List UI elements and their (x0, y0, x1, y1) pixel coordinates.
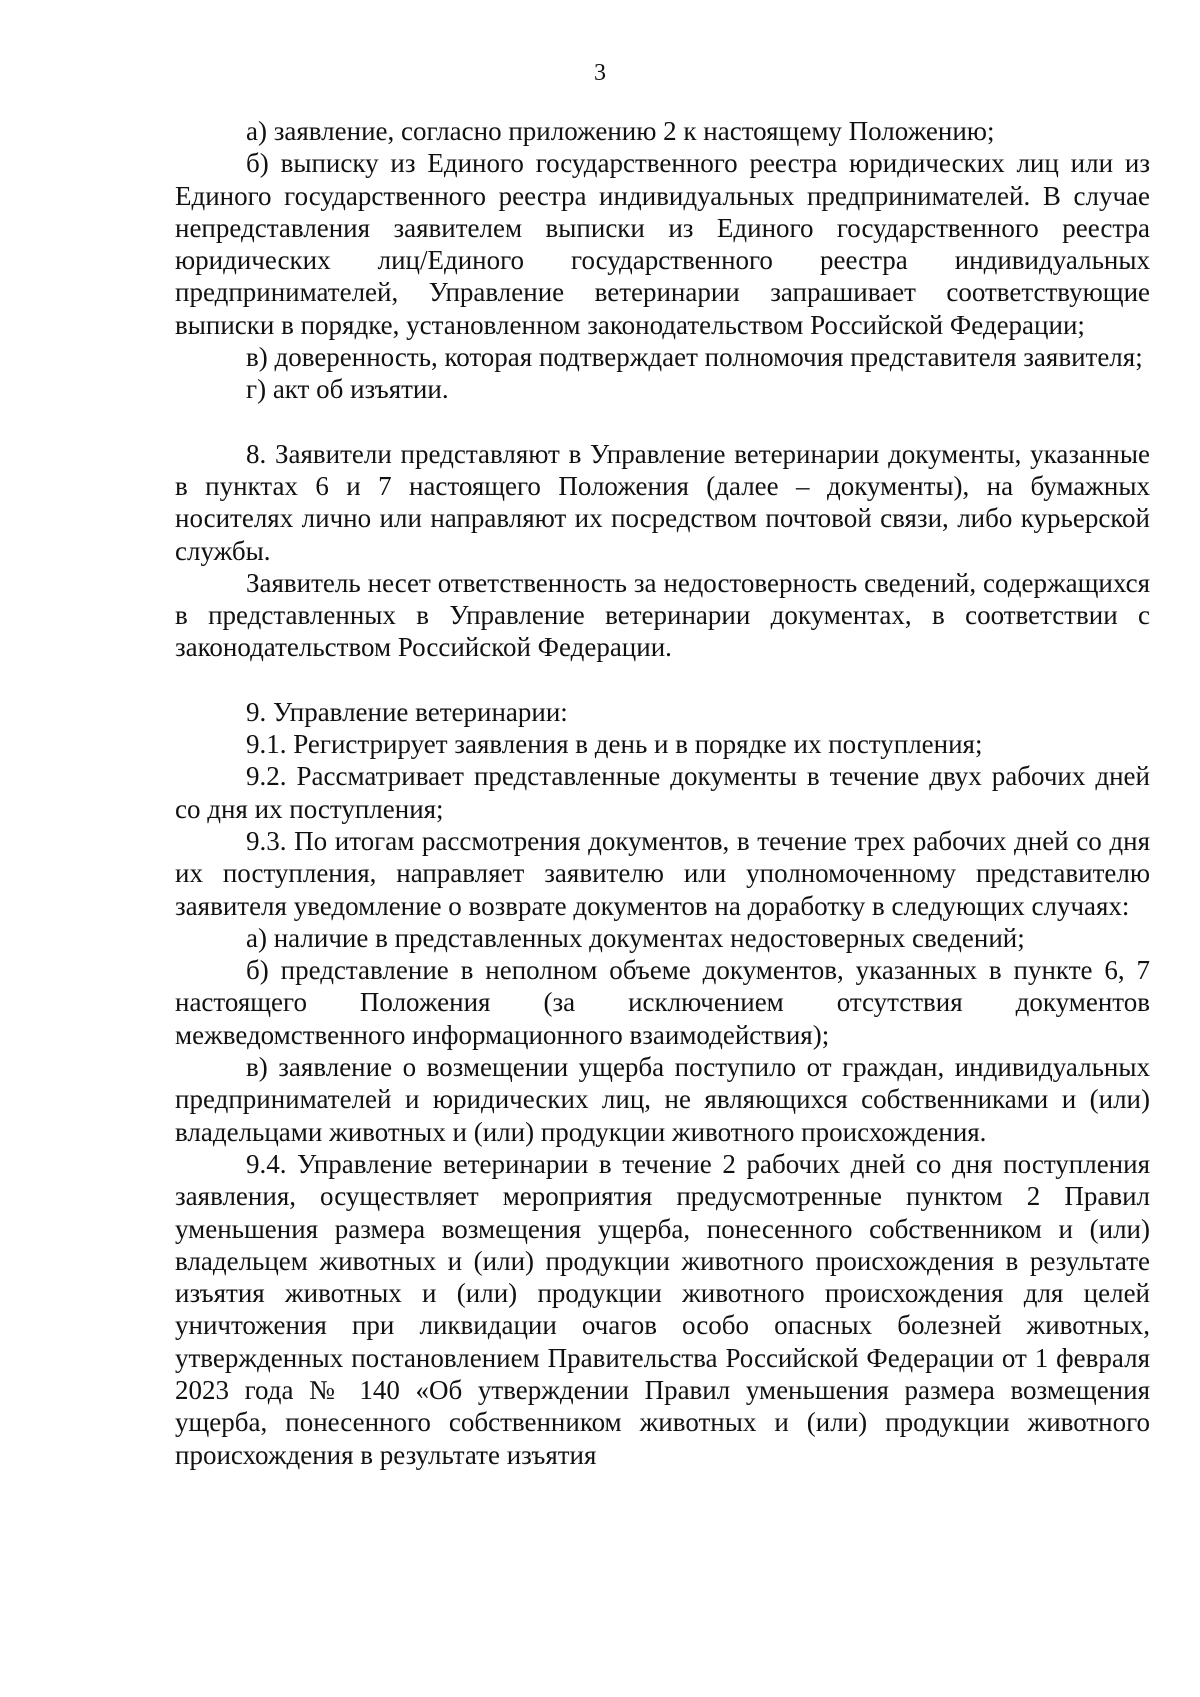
paragraph-9-3-item-a: а) наличие в представленных документах недостоверных сведений; (246, 922, 1025, 953)
paragraph-item-b-registry-extract: б) выписку из Единого государственного реестра юридических лиц или из Единого государственного реестра индивидуальных предпринимателей. В случае непредставления заявителем выписки из Единого государственного реестра юридических лиц/Единого государственного реестра индивидуальных предпринимателей, Управление ветеринарии запрашивает соответствующие выписки в порядке, установленном законодательством Российской Федерации; (175, 148, 1150, 340)
paragraph-section-9: 9. Управление ветеринарии: (246, 696, 568, 727)
paragraph-section-9-3: 9.3. По итогам рассмотрения документов, в течение трех рабочих дней со дня их поступления, направляет заявителю или уполномоченному представителю заявителя уведомление о возврате документов на доработку в следующих случаях: (175, 825, 1150, 921)
paragraph-item-a-application: а) заявление, согласно приложению 2 к настоящему Положению; (246, 116, 995, 146)
paragraph-section-9-4: 9.4. Управление ветеринарии в течение 2 рабочих дней со дня поступления заявления, осуществляет мероприятия предусмотренные пунктом 2 Правил уменьшения размера возмещения ущерба, понесенного собственником и (или) владельцем животных и (или) продукции животного происхождения в результате изъятия животных и (или) продукции животного происхождения для целей уничтожения при ликвидации очагов особо опасных болезней животных, утвержденных постановлением Правительства Российской Федерации от 1 февраля 2023 года № 140 «Об утверждении Правил уменьшения размера возмещения ущерба, понесенного собственником животных и (или) продукции животного происхождения в результате изъятия (175, 1148, 1150, 1470)
paragraph-9-3-item-b: б) представление в неполном объеме документов, указанных в пункте 6, 7 настоящего Положения (за исключением отсутствия документов межведомственного информационного взаимодействия); (175, 955, 1150, 1050)
paragraph-item-v-power-of-attorney: в) доверенность, которая подтверждает полномочия представителя заявителя; (246, 342, 1143, 373)
paragraph-section-9-2: 9.2. Рассматривает представленные документы в течение двух рабочих дней со дня их поступления; (175, 761, 1150, 824)
paragraph-applicant-responsibility: Заявитель несет ответственность за недостоверность сведений, содержащихся в представленных в Управление ветеринарии документах, в соответствии с законодательством Российской Федерации. (175, 567, 1150, 663)
paragraph-item-g-seizure-act: г) акт об изъятии. (246, 374, 449, 405)
paragraph-9-3-item-v: в) заявление о возмещении ущерба поступило от граждан, индивидуальных предпринимателей и юридических лиц, не являющихся собственниками и (или) владельцами животных и (или) продукции животного происхождения. (175, 1052, 1150, 1147)
paragraph-section-9-1: 9.1. Регистрирует заявления в день и в порядке их поступления; (246, 729, 983, 760)
paragraph-section-8: 8. Заявители представляют в Управление ветеринарии документы, указанные в пунктах 6 и 7 настоящего Положения (далее – документы), на бумажных носителях лично или направляют их посредством почтовой связи, либо курьерской службы. (175, 438, 1150, 566)
page-number: 3 (594, 60, 606, 86)
document-body (175, 115, 1150, 1471)
